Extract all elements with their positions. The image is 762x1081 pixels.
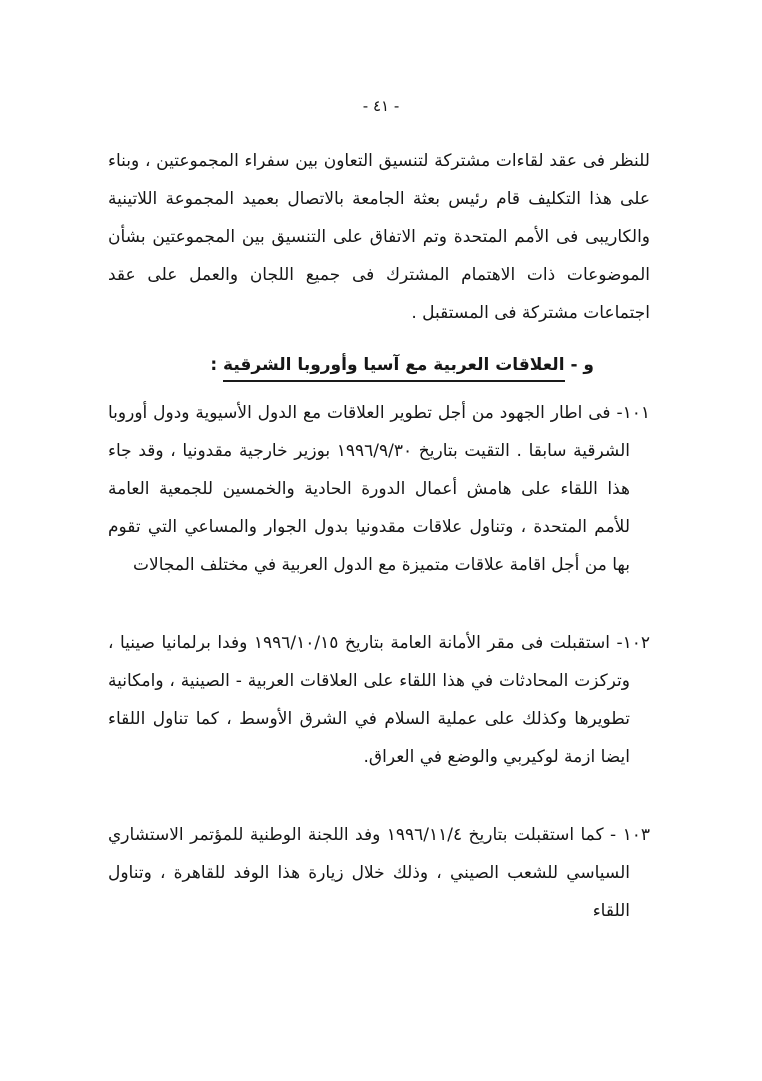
item-number-102: ١٠٢- [616,633,650,653]
numbered-paragraph-102 [108,624,650,776]
intro-paragraph: للنظر فى عقد لقاءات مشتركة لتنسيق التعاون بين سفراء المجموعتين ، وبناء على هذا التكليف قام رئيس بعثة الجامعة بالاتصال بعميد المجموعة اللاتينية والكاريبى فى الأمم المتحدة وتم الاتفاق على التنسيق بين المجموعتين بشأن الموضوعات ذات الاهتمام المشترك فى جميع اللجان والعمل على عقد اجتماعات مشتركة فى المستقبل . [108,151,650,323]
section-heading-suffix: : [210,355,224,375]
section-heading-title: العلاقات العربية مع آسيا وأوروبا الشرقية [223,355,564,382]
item-text-102: استقبلت فى مقر الأمانة العامة بتاريخ ١٩٩٦/١٠/١٥ وفدا برلمانيا صينيا ، وتركزت المحادثات في هذا اللقاء على العلاقات العربية - الصينية ، وامكانية تطويرها وكذلك على عملية السلام في الشرق الأوسط ، كما تناول اللقاء ايضا ازمة لوكيربي والوضع في العراق. [108,633,630,767]
document-body [108,142,650,930]
section-heading [108,346,650,384]
section-heading-prefix: و - [564,355,594,375]
item-number-103: ١٠٣ - [610,825,650,845]
page-number: - ٤١ - [362,97,400,115]
item-text-101: فى اطار الجهود من أجل تطوير العلاقات مع الدول الأسيوية ودول أوروبا الشرقية سابقا . التقيت بتاريخ ١٩٩٦/٩/٣٠ بوزير خارجية مقدونيا ، وقد جاء هذا اللقاء على هامش أعمال الدورة الحادية والخمسين للجمعية العامة للأمم المتحدة ، وتناول علاقات مقدونيا بدول الجوار والمساعي التي تقوم بها من أجل اقامة علاقات متميزة مع الدول العربية في مختلف المجالات [108,403,630,575]
item-text-103: كما استقبلت بتاريخ ١٩٩٦/١١/٤ وفد اللجنة الوطنية للمؤتمر الاستشاري السياسي للشعب الصيني ، وذلك خلال زيارة هذا الوفد للقاهرة ، وتناول اللقاء [108,825,630,921]
numbered-paragraph-101 [108,394,650,584]
numbered-paragraph-103 [108,816,650,930]
item-number-101: ١٠١- [616,403,650,423]
